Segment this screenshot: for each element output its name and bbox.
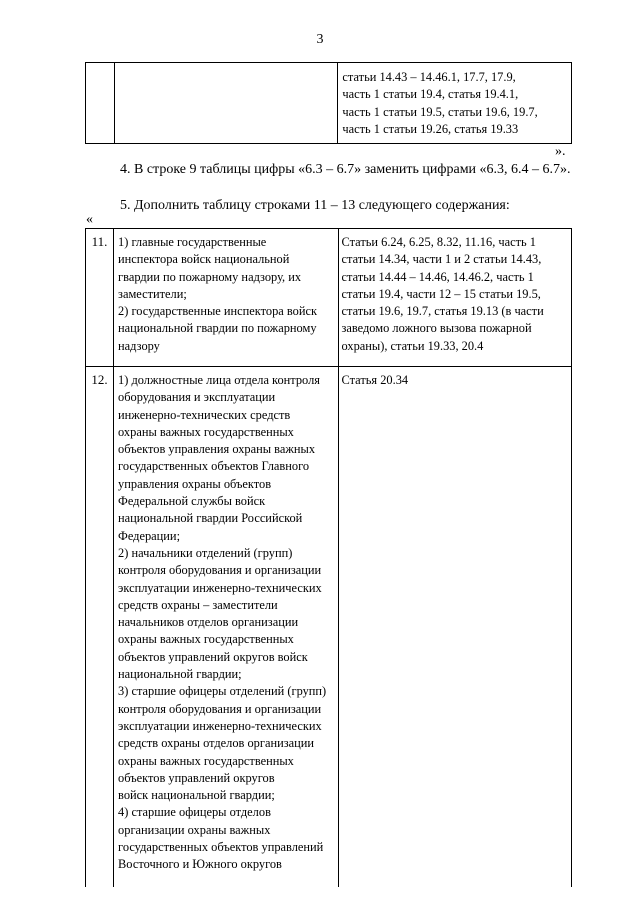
table-cell-articles (338, 229, 572, 367)
table-cell-articles (338, 63, 572, 144)
articles-text: статьи 14.43 – 14.46.1, 17.7, 17.9, часть 1 статьи 19.4, статья 19.4.1, часть 1 статьи 19.5, статьи 19.6, 19.7, часть 1 статьи 19.26, статья 19.33 (342, 70, 538, 136)
table-cell-subjects (114, 367, 338, 887)
articles-table (85, 228, 572, 887)
table-row (86, 367, 572, 887)
table-cell-number (86, 63, 115, 144)
table-cell-subjects (114, 63, 337, 144)
subjects-text: 1) главные государственные инспектора войск национальной гвардии по пожарному надзору, их заместители; 2) государственные инспектора войск национальной гвардии по пожарному надзору (118, 235, 317, 353)
subjects-text: 1) должностные лица отдела контроля оборудования и эксплуатации инженерно-технических средств охраны важных государственных объектов управления охраны важных государственных объектов Главного управления охраны объектов Федеральной службы войск национальной гвардии Российской Федерации; 2) начальники отделений (групп) контроля оборудования и организации эксплуатации инженерно-технических средств охраны – заместители начальников отделов организации охраны важных государственных объектов управлений округов войск национальной гвардии; 3) старшие офицеры отделений (групп) контроля оборудования и организации эксплуатации инженерно-технических средств охраны отделов организации охраны важных государственных объектов управлений округов войск национальной гвардии; 4) старшие офицеры отделов организации охраны важных государственных объектов управлений Восточного и Южного округов (118, 373, 327, 872)
paragraph-4: 4. В строке 9 таблицы цифры «6.3 – 6.7» заменить цифрами «6.3, 6.4 – 6.7». (120, 162, 571, 177)
articles-text: Статья 20.34 (341, 373, 409, 387)
table-row (86, 63, 572, 144)
table-cell-subjects (114, 229, 338, 367)
articles-text: Статьи 6.24, 6.25, 8.32, 11.16, часть 1 статьи 14.34, части 1 и 2 статьи 14.43, статьи 14.44 – 14.46, 14.46.2, часть 1 статьи 19.4, части 12 – 15 статьи 19.5, статьи 19.6, 19.7, статья 19.13 (в части заведомо ложного вызова пожарной охраны), статьи 19.33, 20.4 (341, 235, 544, 353)
closing-quote: ». (555, 144, 566, 159)
paragraph-5: 5. Дополнить таблицу строками 11 – 13 следующего содержания: (120, 198, 510, 213)
continued-table (85, 62, 572, 144)
row-number: 12. (86, 367, 114, 887)
row-number: 11. (86, 229, 114, 367)
opening-quote: « (86, 212, 93, 227)
table-cell-articles (338, 367, 572, 887)
page-number: 3 (316, 32, 324, 47)
table-row (86, 229, 572, 367)
